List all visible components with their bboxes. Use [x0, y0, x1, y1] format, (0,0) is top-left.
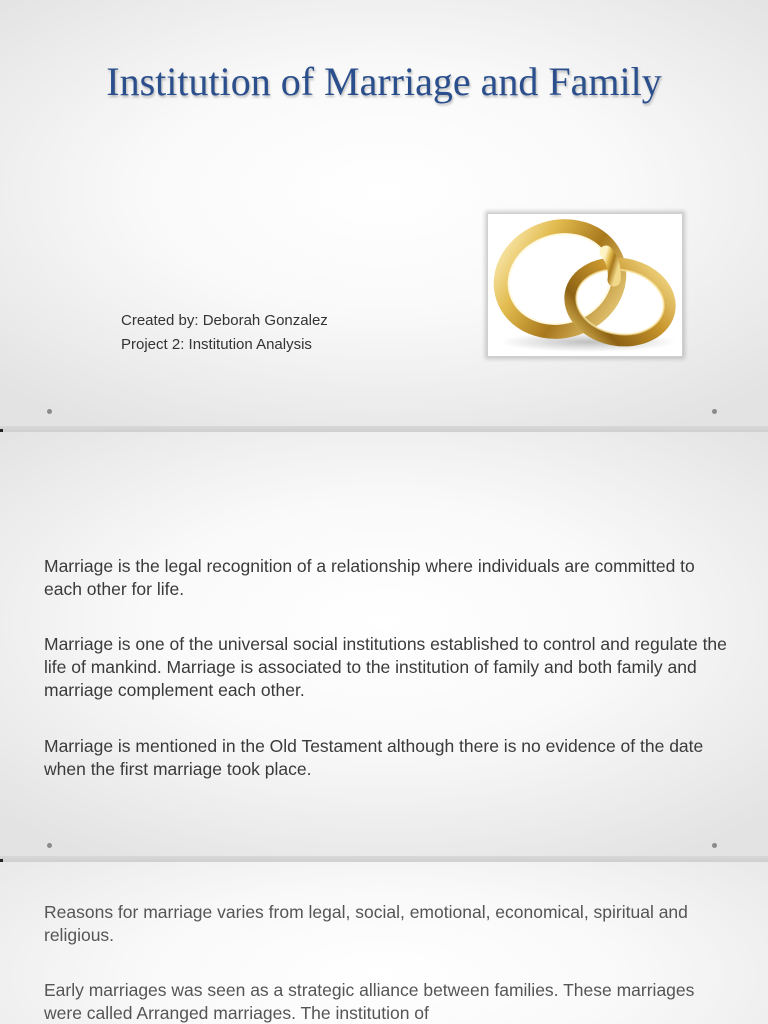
content-slide-2 [0, 432, 768, 856]
slide-corner-dot [712, 843, 717, 848]
body-paragraph: Early marriages was seen as a strategic alliance between families. These marriages were called Arranged marriages. The institution of [44, 980, 695, 1023]
slide-corner-dot [47, 843, 52, 848]
title-slide [0, 0, 768, 426]
project-text: Project 2: Institution Analysis [121, 336, 312, 353]
body-paragraph: Reasons for marriage varies from legal, social, emotional, economical, spiritual and religious. [44, 902, 688, 945]
created-by-text: Created by: Deborah Gonzalez [121, 312, 328, 329]
slide-title: Institution of Marriage and Family [106, 59, 662, 104]
content-slide-3 [0, 862, 768, 1024]
wedding-rings-image [487, 213, 683, 357]
body-paragraph: Marriage is one of the universal social institutions established to control and regulate the life of mankind. Marriage is associated to the institution of family and both family and marriage complement each other. [44, 634, 727, 700]
body-paragraph: Marriage is the legal recognition of a relationship where individuals are committed to each other for life. [44, 556, 695, 599]
wedding-rings-icon [488, 214, 682, 356]
slide-corner-dot [47, 409, 52, 414]
body-paragraph: Marriage is mentioned in the Old Testament although there is no evidence of the date when the first marriage took place. [44, 736, 704, 779]
slide-corner-dot [712, 409, 717, 414]
